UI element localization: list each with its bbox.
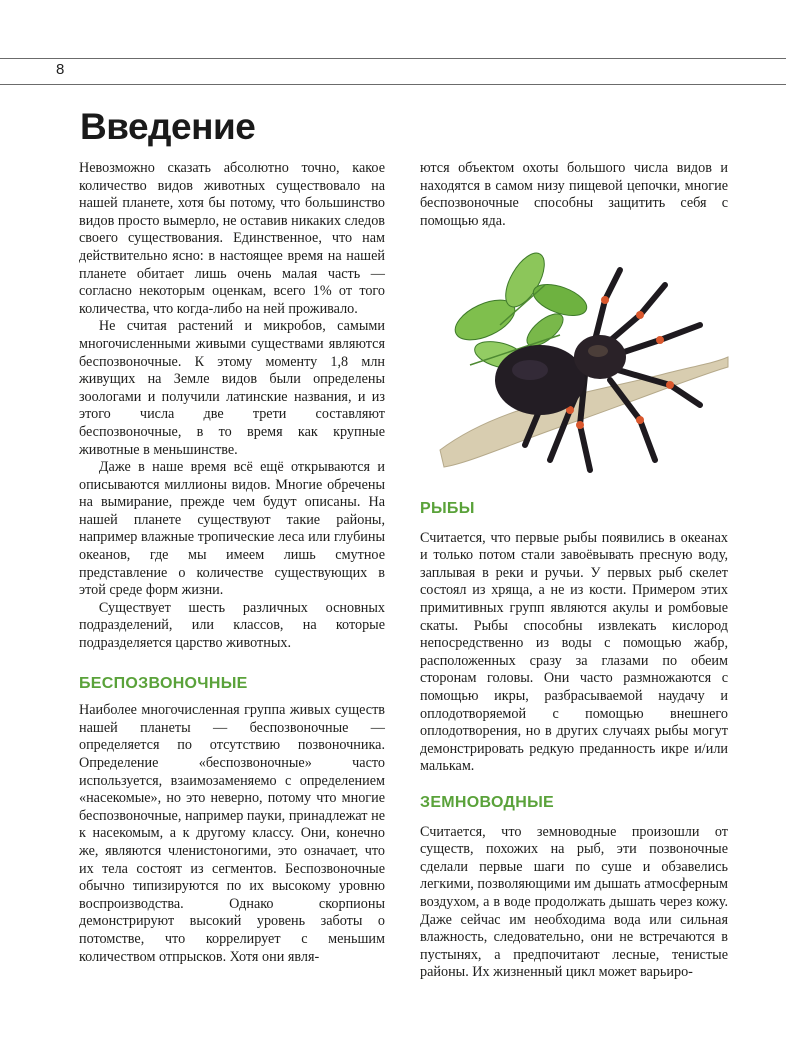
page-number: 8 xyxy=(56,61,65,78)
right-column-top xyxy=(420,160,728,230)
page-title: Введение xyxy=(80,106,256,147)
amphibians-heading: ЗЕМНОВОДНЫЕ xyxy=(420,794,555,811)
intro-paragraph-4: Существует шесть различных основных подразделений, или классов, на которые подразделяется царство животных. xyxy=(79,599,385,652)
amphibians-paragraph: Считается, что земноводные произошли от существ, похожих на рыб, эти позвоночные сделали первые шаги по суше и обзавелись легкими, позволяющими им дышать атмосферным воздухом, а в воде продолжать дышать через кожу. Даже сейчас им необходима вода или сильная влажность, следовательно, они не встречаются в пустынях, а предпочитают лесные, тенистые районы. Их жизненный цикл может варьиро- xyxy=(420,823,728,981)
fish-paragraph: Считается, что первые рыбы появились в океанах и только потом стали завоёвывать пресную воду, заплывая в реки и ручьи. У первых рыб скелет состоял из хряща, а не из кости. Примером этих примитивных групп являются акулы и ромбовые скаты. Рыбы способны извлекать кислород непосредственно из воды с помощью жабр, расположенных сразу за глазами по обеим сторонам головы. Они часто размножаются с помощью икры, разбрасываемой наудачу и оплодотворяемой с помощью внешнего оплодотворения, но в других случаях рыбы могут демонстрировать редкую преданность икре и/или малькам. xyxy=(420,529,728,775)
tarantula-illustration xyxy=(430,245,730,485)
fish-heading: РЫБЫ xyxy=(420,500,475,517)
intro-paragraph-3: Даже в наше время всё ещё открываются и описываются миллионы видов. Многие обречены на вымирание, прежде чем будут описаны. На нашей планете существуют такие районы, например влажные тропические леса или глубины океанов, где мы имеем лишь смутное представление о количестве существующих в этой среде форм жизни. xyxy=(79,459,385,599)
amphibians-section xyxy=(420,794,728,982)
intro-paragraph-1: Невозможно сказать абсолютно точно, какое количество видов животных существовало на нашей планете, хотя бы потому, что большинство видов просто вымерло, не оставив никаких следов своего существования. Единственное, что нам действительно ясно: в настоящее время на нашей планете обитает лишь очень малая часть — согласно некоторым оценкам, всего 1% от того количества, что когда-либо на ней проживало. xyxy=(79,160,385,317)
invertebrates-paragraph: Наиболее многочисленная группа живых существ нашей планеты — беспозвоночные — определяется по отсутствию позвоночника. Определение «беспозвоночные» часто используется, взаимозаменяемо с определением «насекомые», но это неверно, потому что многие беспозвоночные, например пауки, принадлежат не к насекомым, а к другому классу. Они, конечно же, являются членистоногими, это означает, что их тела состоят из сегментов. Беспозвоночные обычно типизируются по их высокому уровню воспроизводства. Однако скорпионы демонстрируют высокий уровень заботы о потомстве, что коррелирует с меньшим количеством отпрысков. Хотя они явля- xyxy=(79,702,385,965)
left-column xyxy=(79,160,385,966)
intro-paragraph-2: Не считая растений и микробов, самыми многочисленными живыми существами являются беспозвоночные. К этому моменту 1,8 млн живущих на Земле видов были определены зоологами и получили латинские названия, и из этого числа две трети составляют беспозвоночные, в то время как крупные животные в меньшинстве. xyxy=(79,318,385,458)
invertebrates-heading: БЕСПОЗВОНОЧНЫЕ xyxy=(79,674,248,692)
header-rule-bottom xyxy=(0,84,786,85)
fish-section xyxy=(420,500,728,776)
header-rule-top xyxy=(0,58,786,59)
invertebrates-continuation: ются объектом охоты большого числа видов и находятся в самом низу пищевой цепочки, многие беспозвоночные способны защитить себя с помощью яда. xyxy=(420,160,728,229)
